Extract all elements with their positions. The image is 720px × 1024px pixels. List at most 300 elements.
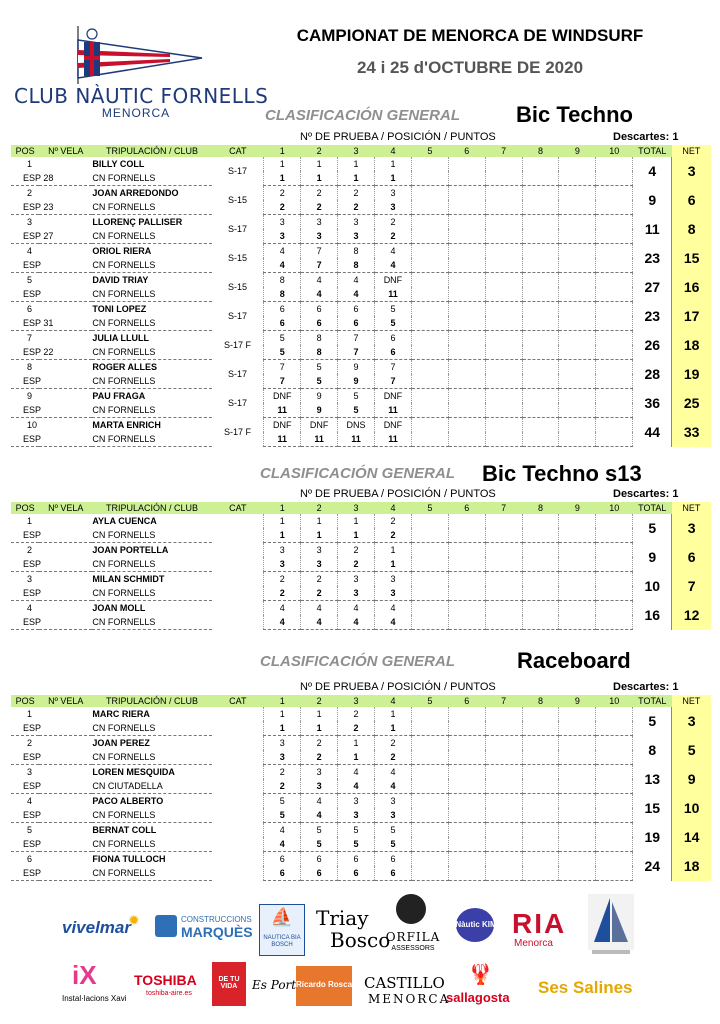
category-cell: [212, 823, 264, 852]
col-race-header: 1: [264, 502, 301, 514]
col-race-header: 4: [375, 502, 412, 514]
sail-number: ESP: [11, 779, 92, 794]
race-position-cell: [411, 765, 448, 780]
race-points-cell: [411, 403, 448, 418]
position-cell: 1: [27, 516, 33, 526]
race-points-cell: [448, 586, 485, 601]
race-position-cell: 2: [301, 572, 338, 587]
race-position-cell: DNF: [301, 418, 338, 433]
race-points-cell: 3: [375, 808, 412, 823]
race-points-cell: [522, 171, 559, 186]
total-cell: 4: [633, 157, 672, 186]
position-cell: 4: [27, 246, 33, 256]
table-row-sub: [11, 557, 711, 572]
race-position-cell: DNF: [375, 418, 412, 433]
race-points-cell: 2: [301, 200, 338, 215]
discards-label: Descartes: 1: [613, 681, 679, 693]
race-points-cell: [411, 837, 448, 852]
race-position-cell: DNF: [264, 418, 301, 433]
race-position-cell: 2: [338, 186, 375, 201]
race-points-cell: 6: [301, 866, 338, 881]
net-cell: 14: [672, 823, 711, 852]
race-points-cell: 7: [375, 374, 412, 389]
sailor-name: BILLY COLL: [92, 159, 145, 169]
race-points-cell: 4: [338, 779, 375, 794]
race-points-cell: [596, 403, 633, 418]
race-points-cell: [559, 316, 596, 331]
race-points-cell: [411, 258, 448, 273]
table-row-sub: [11, 432, 711, 447]
club-name-cell: CN FORNELLS: [92, 557, 211, 572]
club-name-cell: CN FORNELLS: [92, 528, 211, 543]
col-sail-header: Nº VELA: [39, 145, 92, 157]
total-cell: 28: [633, 360, 672, 389]
race-position-cell: [448, 765, 485, 780]
col-race-header: 3: [338, 145, 375, 157]
race-points-cell: [448, 229, 485, 244]
race-points-cell: [559, 808, 596, 823]
race-position-cell: 7: [338, 331, 375, 346]
race-points-cell: [485, 837, 522, 852]
race-position-cell: 4: [301, 601, 338, 616]
race-points-cell: [411, 808, 448, 823]
sponsor-installacions-xavi: iX Instal·lacions Xavi: [62, 960, 127, 1003]
race-position-cell: [485, 736, 522, 751]
race-position-cell: [559, 273, 596, 288]
race-points-cell: 4: [301, 808, 338, 823]
race-position-cell: [522, 331, 559, 346]
race-points-cell: 4: [301, 287, 338, 302]
race-points-cell: 3: [375, 586, 412, 601]
total-cell: 27: [633, 273, 672, 302]
race-position-cell: 4: [375, 244, 412, 259]
race-position-cell: [485, 794, 522, 809]
col-race-header: 5: [411, 695, 448, 707]
race-position-cell: [485, 514, 522, 528]
race-position-cell: [596, 852, 633, 867]
net-cell: 18: [672, 331, 711, 360]
race-points-cell: [522, 316, 559, 331]
race-position-cell: [559, 794, 596, 809]
col-pos-header: POS: [11, 502, 39, 514]
net-cell: 10: [672, 794, 711, 823]
race-position-cell: [411, 543, 448, 558]
net-cell: 15: [672, 244, 711, 273]
col-crew-header: TRIPULACIÓN / CLUB: [92, 502, 211, 514]
race-position-cell: 4: [301, 273, 338, 288]
race-points-cell: [411, 615, 448, 630]
race-position-cell: [522, 707, 559, 721]
club-name-cell: CN FORNELLS: [92, 721, 211, 736]
race-position-cell: 8: [338, 244, 375, 259]
race-points-cell: 11: [338, 432, 375, 447]
race-position-cell: [448, 215, 485, 230]
race-position-cell: 1: [301, 157, 338, 171]
sail-number: ESP: [11, 557, 92, 572]
col-race-header: 9: [559, 695, 596, 707]
race-points-cell: 4: [338, 287, 375, 302]
race-position-cell: [485, 707, 522, 721]
race-points-cell: 6: [264, 316, 301, 331]
race-points-cell: 7: [264, 374, 301, 389]
category-cell: S-17: [228, 224, 248, 234]
race-points-cell: [522, 779, 559, 794]
club-name-cell: CN FORNELLS: [92, 316, 211, 331]
race-points-cell: [485, 287, 522, 302]
table-row-sub: [11, 229, 711, 244]
table-row-sub: [11, 374, 711, 389]
section-subheader: Nº DE PRUEBA / POSICIÓN / PUNTOS: [300, 681, 496, 693]
sailor-name: JOAN MOLL: [92, 603, 146, 613]
net-cell: 5: [672, 736, 711, 765]
race-points-cell: 5: [264, 808, 301, 823]
category-cell: S-17: [228, 166, 248, 177]
race-points-cell: 4: [264, 258, 301, 273]
race-position-cell: 6: [338, 302, 375, 317]
section-subheader: Nº DE PRUEBA / POSICIÓN / PUNTOS: [300, 488, 496, 500]
race-position-cell: 7: [375, 360, 412, 375]
col-race-header: 1: [264, 145, 301, 157]
race-position-cell: [559, 514, 596, 528]
race-points-cell: 11: [375, 403, 412, 418]
race-points-cell: [522, 557, 559, 572]
race-position-cell: [596, 823, 633, 838]
category-cell: [212, 707, 264, 736]
results-table: [11, 145, 711, 447]
table-row: [11, 273, 711, 288]
race-position-cell: [522, 244, 559, 259]
race-position-cell: [522, 514, 559, 528]
race-position-cell: [411, 215, 448, 230]
race-position-cell: 2: [338, 707, 375, 721]
club-name-cell: CN FORNELLS: [92, 837, 211, 852]
total-cell: 23: [633, 302, 672, 331]
race-points-cell: [485, 229, 522, 244]
sail-number: ESP: [11, 615, 92, 630]
race-points-cell: 1: [375, 171, 412, 186]
race-position-cell: 4: [375, 765, 412, 780]
race-position-cell: [522, 736, 559, 751]
race-points-cell: [596, 837, 633, 852]
race-points-cell: [448, 316, 485, 331]
race-position-cell: [485, 331, 522, 346]
race-points-cell: 9: [301, 403, 338, 418]
race-position-cell: 2: [375, 736, 412, 751]
sponsor-toshiba: TOSHIBA toshiba-aire.es: [134, 972, 197, 997]
race-position-cell: [411, 360, 448, 375]
race-points-cell: [485, 557, 522, 572]
race-position-cell: [411, 157, 448, 171]
table-header-row: [11, 695, 711, 707]
position-cell: 2: [27, 545, 33, 555]
sail-number: ESP 31: [11, 316, 92, 331]
table-row: [11, 794, 711, 809]
table-row-sub: [11, 171, 711, 186]
race-points-cell: 3: [264, 229, 301, 244]
race-position-cell: [485, 273, 522, 288]
col-race-header: 10: [596, 502, 633, 514]
race-points-cell: 1: [301, 171, 338, 186]
total-cell: 9: [633, 186, 672, 215]
race-position-cell: 8: [264, 273, 301, 288]
col-race-header: 7: [485, 502, 522, 514]
table-row-sub: [11, 287, 711, 302]
sailor-name: MARTA ENRICH: [92, 420, 161, 430]
table-row-sub: [11, 586, 711, 601]
col-race-header: 2: [301, 502, 338, 514]
col-race-header: 9: [559, 145, 596, 157]
race-points-cell: [448, 615, 485, 630]
race-points-cell: [596, 287, 633, 302]
race-position-cell: 5: [375, 302, 412, 317]
club-name-cell: CN FORNELLS: [92, 432, 211, 447]
race-position-cell: [522, 765, 559, 780]
net-cell: 19: [672, 360, 711, 389]
net-cell: 12: [672, 601, 711, 630]
club-name-cell: CN FORNELLS: [92, 287, 211, 302]
sponsor-nautic-kim: Nàutic KIM: [450, 902, 502, 948]
race-position-cell: 4: [338, 273, 375, 288]
race-points-cell: [485, 171, 522, 186]
net-cell: 8: [672, 215, 711, 244]
table-row-sub: [11, 200, 711, 215]
race-position-cell: [448, 186, 485, 201]
total-cell: 10: [633, 572, 672, 601]
race-points-cell: 11: [264, 403, 301, 418]
sail-number: ESP: [11, 837, 92, 852]
race-points-cell: [448, 837, 485, 852]
race-points-cell: 5: [301, 374, 338, 389]
race-position-cell: 2: [301, 186, 338, 201]
club-name-cell: CN FORNELLS: [92, 866, 211, 881]
col-net-header: NET: [672, 145, 711, 157]
race-position-cell: [522, 389, 559, 404]
category-cell: S-15: [228, 253, 248, 263]
race-position-cell: [448, 514, 485, 528]
race-position-cell: 5: [301, 823, 338, 838]
race-points-cell: 2: [301, 586, 338, 601]
col-net-header: NET: [672, 502, 711, 514]
race-points-cell: [448, 557, 485, 572]
position-cell: 4: [27, 796, 33, 806]
race-points-cell: [559, 229, 596, 244]
race-points-cell: [559, 287, 596, 302]
race-position-cell: [522, 302, 559, 317]
race-points-cell: 1: [338, 750, 375, 765]
race-points-cell: [485, 808, 522, 823]
race-position-cell: [559, 157, 596, 171]
race-points-cell: [448, 432, 485, 447]
net-cell: 9: [672, 765, 711, 794]
race-points-cell: 5: [338, 403, 375, 418]
race-points-cell: 5: [264, 345, 301, 360]
race-position-cell: [448, 707, 485, 721]
race-points-cell: [522, 528, 559, 543]
race-points-cell: [596, 866, 633, 881]
race-position-cell: [559, 707, 596, 721]
sailor-name: ROGER ALLES: [92, 362, 158, 372]
race-position-cell: [559, 302, 596, 317]
net-cell: 6: [672, 543, 711, 572]
club-name-cell: CN FORNELLS: [92, 374, 211, 389]
race-points-cell: [485, 316, 522, 331]
col-race-header: 2: [301, 695, 338, 707]
race-points-cell: [522, 615, 559, 630]
sailor-name: PAU FRAGA: [92, 391, 146, 401]
total-cell: 15: [633, 794, 672, 823]
race-points-cell: 2: [264, 200, 301, 215]
race-points-cell: [411, 557, 448, 572]
category-cell: S-17 F: [224, 427, 252, 437]
race-points-cell: 1: [375, 557, 412, 572]
race-position-cell: 4: [301, 794, 338, 809]
category-cell: [212, 765, 264, 794]
race-points-cell: [559, 615, 596, 630]
race-points-cell: 2: [264, 779, 301, 794]
race-points-cell: 2: [375, 750, 412, 765]
race-points-cell: [596, 808, 633, 823]
sponsor-bia-bosch: ⛵ NAUTICA BIA BOSCH: [259, 904, 305, 956]
table-row: [11, 601, 711, 616]
race-position-cell: 5: [338, 389, 375, 404]
race-position-cell: 6: [301, 852, 338, 867]
race-position-cell: [485, 244, 522, 259]
net-cell: 7: [672, 572, 711, 601]
race-points-cell: 11: [301, 432, 338, 447]
race-points-cell: [411, 287, 448, 302]
position-cell: 5: [27, 825, 33, 835]
sailor-name: JOAN PORTELLA: [92, 545, 169, 555]
total-cell: 5: [633, 707, 672, 736]
race-points-cell: 3: [338, 808, 375, 823]
race-points-cell: 1: [301, 721, 338, 736]
race-points-cell: 3: [301, 557, 338, 572]
race-position-cell: [448, 331, 485, 346]
col-cat-header: CAT: [212, 502, 264, 514]
race-points-cell: [485, 345, 522, 360]
race-position-cell: [596, 157, 633, 171]
race-points-cell: 8: [301, 345, 338, 360]
race-position-cell: 4: [264, 244, 301, 259]
position-cell: 10: [27, 420, 38, 430]
race-points-cell: [411, 779, 448, 794]
race-points-cell: 8: [338, 258, 375, 273]
race-position-cell: [522, 823, 559, 838]
race-points-cell: [448, 345, 485, 360]
net-cell: 3: [672, 707, 711, 736]
race-position-cell: [448, 273, 485, 288]
race-points-cell: [596, 586, 633, 601]
race-position-cell: [559, 736, 596, 751]
race-position-cell: 1: [301, 707, 338, 721]
table-header-row: [11, 145, 711, 157]
race-position-cell: 4: [264, 823, 301, 838]
race-position-cell: [485, 302, 522, 317]
col-race-header: 2: [301, 145, 338, 157]
race-position-cell: [559, 572, 596, 587]
total-cell: 13: [633, 765, 672, 794]
club-name: CLUB NÀUTIC FORNELLS: [14, 84, 269, 108]
race-position-cell: [411, 852, 448, 867]
race-points-cell: 1: [264, 528, 301, 543]
section-class-label: CLASIFICACIÓN GENERAL: [260, 653, 455, 670]
sailor-name: LLORENÇ PALLISER: [92, 217, 183, 227]
race-points-cell: 3: [338, 229, 375, 244]
race-position-cell: 3: [375, 794, 412, 809]
position-cell: 3: [27, 574, 33, 584]
col-race-header: 5: [411, 502, 448, 514]
race-position-cell: 6: [301, 302, 338, 317]
race-points-cell: [522, 229, 559, 244]
race-position-cell: 3: [301, 765, 338, 780]
race-points-cell: 6: [338, 866, 375, 881]
col-total-header: TOTAL: [633, 145, 672, 157]
race-position-cell: [522, 418, 559, 433]
sun-icon: ✹: [128, 912, 140, 928]
race-position-cell: [522, 543, 559, 558]
ix-logo-icon: iX: [72, 960, 97, 990]
sail-number: ESP: [11, 750, 92, 765]
race-position-cell: 1: [338, 736, 375, 751]
race-points-cell: [448, 528, 485, 543]
sponsor-triay-bosco: Triay Bosco: [316, 906, 391, 952]
race-position-cell: 3: [375, 186, 412, 201]
race-position-cell: [448, 244, 485, 259]
race-points-cell: [485, 528, 522, 543]
table-row-sub: [11, 403, 711, 418]
position-cell: 7: [27, 333, 33, 343]
race-position-cell: [411, 302, 448, 317]
section-title: Bic Techno s13: [482, 461, 642, 486]
results-table: [11, 695, 711, 881]
race-position-cell: 3: [264, 543, 301, 558]
sail-icon: ⛵: [270, 907, 294, 927]
race-position-cell: [411, 244, 448, 259]
race-position-cell: 4: [338, 601, 375, 616]
race-position-cell: [596, 543, 633, 558]
race-points-cell: [448, 374, 485, 389]
race-points-cell: [559, 779, 596, 794]
race-points-cell: [559, 557, 596, 572]
position-cell: 8: [27, 362, 33, 372]
sail-number: ESP: [11, 808, 92, 823]
race-points-cell: 5: [338, 837, 375, 852]
race-position-cell: 2: [264, 765, 301, 780]
race-position-cell: [522, 360, 559, 375]
col-sail-header: Nº VELA: [39, 695, 92, 707]
race-points-cell: [411, 866, 448, 881]
sailor-name: JOAN ARREDONDO: [92, 188, 179, 198]
race-position-cell: [559, 852, 596, 867]
sailor-name: JOAN PEREZ: [92, 738, 150, 748]
race-position-cell: 2: [338, 543, 375, 558]
col-race-header: 8: [522, 502, 559, 514]
race-points-cell: [448, 808, 485, 823]
sponsor-es-port: Es Port: [252, 978, 297, 992]
sailor-name: TONI LOPEZ: [92, 304, 147, 314]
race-points-cell: 4: [264, 837, 301, 852]
position-cell: 1: [27, 159, 33, 169]
table-row: [11, 543, 711, 558]
race-position-cell: [596, 707, 633, 721]
race-position-cell: [522, 794, 559, 809]
net-cell: 3: [672, 514, 711, 543]
race-position-cell: [559, 360, 596, 375]
race-position-cell: DNF: [264, 389, 301, 404]
race-position-cell: [485, 601, 522, 616]
col-race-header: 5: [411, 145, 448, 157]
race-position-cell: [448, 794, 485, 809]
